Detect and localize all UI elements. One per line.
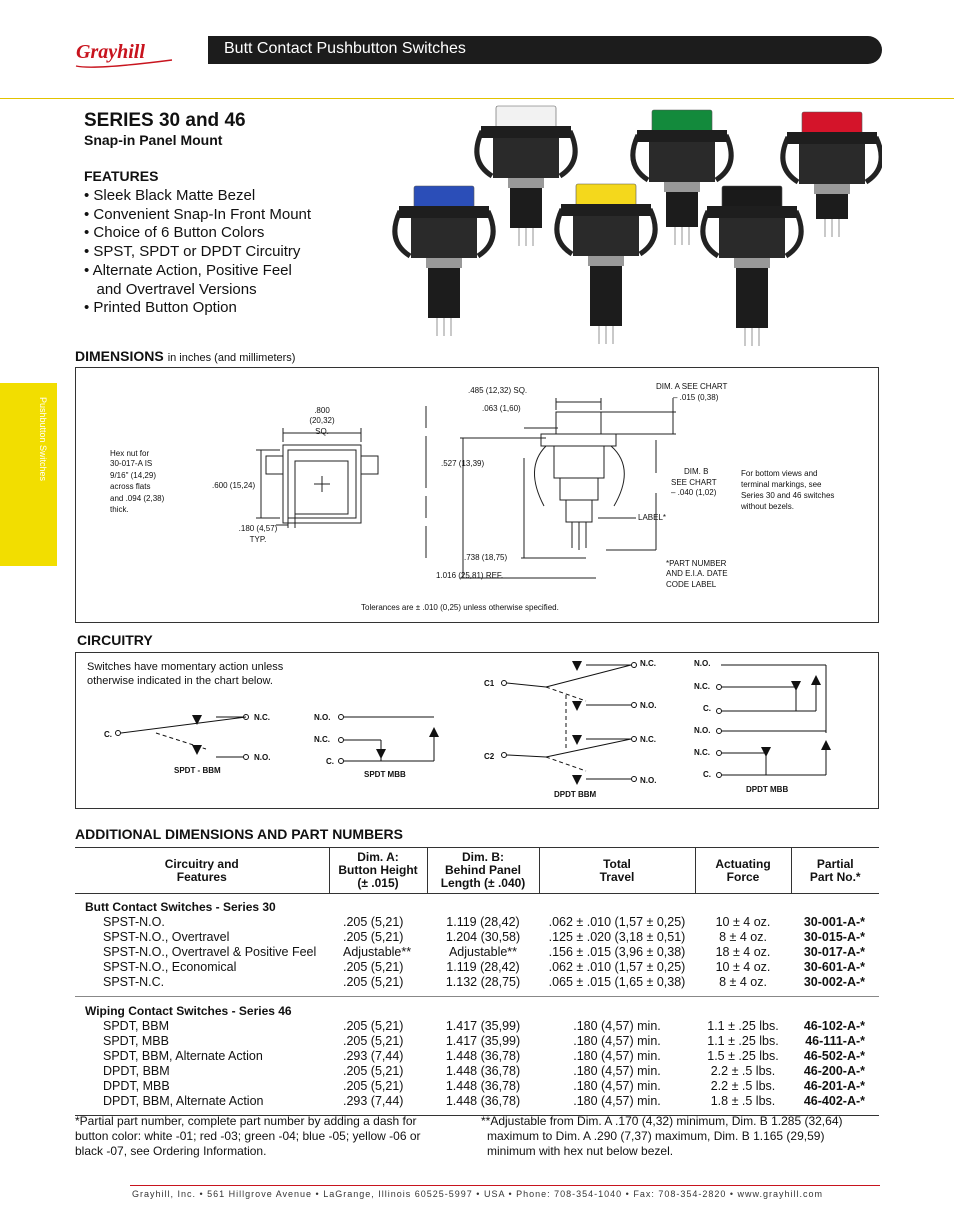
feature-item: and Overtravel Versions: [84, 280, 257, 298]
svg-text:N.O.: N.O.: [254, 753, 271, 762]
svg-text:(20,32): (20,32): [309, 416, 335, 425]
svg-text:1.016 (25,81) REF.: 1.016 (25,81) REF.: [436, 571, 504, 580]
cell-force: 1.1 ± .25 lbs.: [707, 1034, 779, 1048]
cell-part-no: 46-502-A-*: [803, 1049, 865, 1063]
cell-dim-b: 1.119 (28,42): [446, 960, 520, 974]
cell-force: 2.2 ± .5 lbs.: [710, 1064, 776, 1078]
cell-dim-b: 1.204 (30,58): [445, 930, 521, 944]
svg-text:C2: C2: [484, 752, 495, 761]
svg-text:N.O.: N.O.: [640, 776, 657, 785]
svg-text:For bottom views and: For bottom views and: [741, 469, 818, 478]
svg-text:30-017-A IS: 30-017-A IS: [110, 459, 153, 468]
footnote-partial: *Partial part number, complete part number by adding a dash for button color: white -01; red -03; green -04; blue -05; yellow -06 or black -07, see Ordering Information.: [75, 1114, 421, 1158]
circuitry-note: Switches have momentary action unless otherwise indicated in the chart below.: [87, 661, 284, 687]
features-list: [84, 187, 311, 318]
svg-text:C1: C1: [484, 679, 495, 688]
group-title-row: [75, 998, 879, 1019]
col-circuitry: Circuitry and Features: [75, 848, 329, 894]
svg-text:– .015 (0,38): – .015 (0,38): [673, 393, 719, 402]
circuitry-heading: CIRCUITRY: [77, 632, 153, 648]
cell-circuitry: SPST-N.O., Economical: [103, 960, 237, 974]
series-title: SERIES 30 and 46: [84, 110, 246, 131]
cell-dim-b: 1.417 (35,99): [445, 1019, 521, 1033]
cell-circuitry: SPST-N.O., Overtravel: [103, 930, 230, 944]
group-title-row: [75, 894, 879, 916]
cell-circuitry: SPDT, BBM: [103, 1019, 169, 1033]
logo-text: Grayhill: [76, 41, 145, 63]
cell-dim-b: 1.119 (28,42): [446, 915, 520, 929]
parts-table: [75, 847, 879, 1116]
cell-travel: .180 (4,57) min.: [573, 1079, 661, 1093]
table-row: [75, 1019, 879, 1034]
dimension-drawing: [76, 368, 878, 622]
table-header-row: [75, 848, 879, 894]
svg-text:N.C.: N.C.: [694, 748, 710, 757]
header-divider: [0, 98, 954, 99]
table-row: [75, 960, 879, 975]
svg-text:– .040 (1,02): – .040 (1,02): [671, 488, 717, 497]
dimensions-box: [75, 367, 879, 623]
cell-part-no: 30-015-A-*: [803, 930, 865, 944]
cell-dim-a: .205 (5,21): [343, 1019, 404, 1033]
cell-force: 18 ± 4 oz.: [715, 945, 771, 959]
cell-part-no: 30-017-A-*: [803, 945, 865, 959]
svg-text:DIM. B: DIM. B: [684, 467, 709, 476]
cell-force: 8 ± 4 oz.: [719, 975, 767, 989]
svg-text:N.O.: N.O.: [314, 713, 331, 722]
svg-text:N.C.: N.C.: [254, 713, 270, 722]
footer-address: Grayhill, Inc. • 561 Hillgrove Avenue • LaGrange, Illinois 60525-5997 • USA • Phone: 708-354-1040 • Fax: 708-354-2820 • www.grayhill.com: [132, 1189, 824, 1199]
svg-text:9/16" (14,29): 9/16" (14,29): [110, 471, 156, 480]
svg-text:.600 (15,24): .600 (15,24): [212, 481, 256, 490]
cell-travel: .180 (4,57) min.: [573, 1019, 661, 1033]
side-tab: [0, 383, 57, 566]
cell-circuitry: SPDT, MBB: [103, 1034, 169, 1048]
switch-photo-yellow: [557, 184, 655, 344]
cell-dim-b: Adjustable**: [448, 945, 518, 959]
page-title-bar: [208, 36, 882, 64]
svg-text:C.: C.: [703, 704, 711, 713]
cell-circuitry: DPDT, BBM, Alternate Action: [103, 1094, 264, 1108]
table-row: [75, 1079, 879, 1094]
cell-dim-a: .205 (5,21): [343, 1064, 404, 1078]
svg-text:CODE LABEL: CODE LABEL: [666, 580, 717, 589]
table-row: [75, 975, 879, 990]
switch-photo-green: [633, 110, 731, 245]
cell-travel: .156 ± .015 (3,96 ± 0,38): [548, 945, 686, 959]
tolerance-note: Tolerances are ± .010 (0,25) unless otherwise specified.: [361, 603, 559, 612]
svg-text:N.O.: N.O.: [640, 701, 657, 710]
svg-text:C.: C.: [104, 730, 112, 739]
cell-travel: .180 (4,57) min.: [573, 1049, 661, 1063]
cell-force: 1.8 ± .5 lbs.: [710, 1094, 776, 1108]
table-row: [75, 915, 879, 930]
cell-travel: .180 (4,57) min.: [573, 1094, 661, 1108]
cell-circuitry: SPST-N.O., Overtravel & Positive Feel: [103, 945, 317, 959]
svg-text:.485 (12,32) SQ.: .485 (12,32) SQ.: [468, 386, 528, 395]
cell-part-no: 30-002-A-*: [803, 975, 865, 989]
cell-travel: .180 (4,57) min.: [573, 1034, 661, 1048]
table-row: [75, 1034, 879, 1049]
group-title: Wiping Contact Switches - Series 46: [85, 1004, 292, 1018]
feature-item: • Sleek Black Matte Bezel: [84, 187, 256, 204]
col-travel: Total Travel: [539, 848, 695, 894]
svg-text:without bezels.: without bezels.: [741, 502, 794, 511]
dimensions-heading: DIMENSIONS in inches (and millimeters): [75, 348, 296, 364]
feature-item: • Printed Button Option: [84, 299, 237, 317]
feature-item: • Convenient Snap-In Front Mount: [84, 205, 312, 223]
svg-text:and .094 (2,38): and .094 (2,38): [110, 494, 165, 503]
svg-text:N.C.: N.C.: [640, 735, 656, 744]
cell-circuitry: SPDT, BBM, Alternate Action: [103, 1049, 263, 1063]
cell-travel: .125 ± .020 (3,18 ± 0,51): [548, 930, 686, 944]
features-heading: FEATURES: [84, 168, 159, 184]
svg-text:SEE CHART: SEE CHART: [671, 478, 717, 487]
svg-text:N.O.: N.O.: [694, 659, 711, 668]
cell-dim-a: .293 (7,44): [343, 1049, 404, 1063]
feature-item: • Choice of 6 Button Colors: [84, 224, 265, 242]
svg-text:.180 (4,57): .180 (4,57): [238, 524, 278, 533]
cell-force: 10 ± 4 oz.: [715, 915, 771, 929]
svg-text:SQ.: SQ.: [315, 427, 329, 436]
cell-travel: .062 ± .010 (1,57 ± 0,25): [548, 960, 686, 974]
svg-text:.527 (13,39): .527 (13,39): [441, 459, 485, 468]
page-title: Butt Contact Pushbutton Switches: [224, 40, 466, 57]
feature-item: • Alternate Action, Positive Feel: [84, 261, 292, 279]
switch-photo-blue: [395, 186, 493, 336]
cell-circuitry: SPST-N.C.: [103, 975, 165, 989]
cell-dim-a: .205 (5,21): [343, 960, 404, 974]
table-row: [75, 1094, 879, 1109]
cell-circuitry: DPDT, BBM: [103, 1064, 170, 1078]
cell-travel: .065 ± .015 (1,65 ± 0,38): [548, 975, 686, 989]
cell-dim-a: .205 (5,21): [343, 975, 404, 989]
cell-force: 1.5 ± .25 lbs.: [707, 1049, 779, 1063]
cell-travel: .180 (4,57) min.: [573, 1064, 661, 1078]
svg-text:Hex nut for: Hex nut for: [110, 449, 150, 458]
cell-circuitry: DPDT, MBB: [103, 1079, 170, 1093]
svg-text:TYP.: TYP.: [249, 535, 267, 544]
col-dim-b: Dim. B: Behind Panel Length (± .040): [427, 848, 539, 894]
col-part-no: Partial Part No.*: [791, 848, 879, 894]
parts-heading: ADDITIONAL DIMENSIONS AND PART NUMBERS: [75, 826, 403, 842]
cell-part-no: 46-402-A-*: [803, 1094, 865, 1108]
cell-circuitry: SPST-N.O.: [103, 915, 165, 929]
cell-dim-a: Adjustable**: [343, 945, 412, 959]
cell-dim-a: .205 (5,21): [343, 1079, 404, 1093]
cell-dim-b: 1.417 (35,99): [445, 1034, 521, 1048]
side-tab-label: Pushbutton Switches: [38, 397, 48, 482]
svg-text:SPDT - BBM: SPDT - BBM: [174, 766, 221, 775]
circuit-diagrams: [76, 653, 878, 808]
circuitry-box: [75, 652, 879, 809]
svg-text:across flats: across flats: [110, 482, 151, 491]
cell-dim-b: 1.132 (28,75): [445, 975, 521, 989]
series-subtitle: Snap-in Panel Mount: [84, 132, 223, 148]
svg-text:DIM. A SEE CHART: DIM. A SEE CHART: [656, 382, 728, 391]
cell-dim-a: .205 (5,21): [343, 930, 404, 944]
feature-item: • SPST, SPDT or DPDT Circuitry: [84, 243, 301, 261]
cell-dim-b: 1.448 (36,78): [445, 1094, 521, 1108]
svg-text:C.: C.: [703, 770, 711, 779]
svg-text:LABEL*: LABEL*: [638, 513, 667, 522]
svg-text:N.C.: N.C.: [694, 682, 710, 691]
table-row: [75, 930, 879, 945]
cell-force: 2.2 ± .5 lbs.: [710, 1079, 776, 1093]
svg-text:*PART NUMBER: *PART NUMBER: [666, 559, 727, 568]
svg-text:terminal markings, see: terminal markings, see: [741, 480, 822, 489]
table-row: [75, 945, 879, 960]
svg-text:N.C.: N.C.: [640, 659, 656, 668]
svg-text:N.C.: N.C.: [314, 735, 330, 744]
cell-part-no: 46-200-A-*: [803, 1064, 865, 1078]
cell-part-no: 46-102-A-*: [803, 1019, 865, 1033]
cell-force: 10 ± 4 oz.: [715, 960, 771, 974]
cell-dim-a: .205 (5,21): [343, 1034, 404, 1048]
svg-text:thick.: thick.: [110, 505, 129, 514]
cell-dim-b: 1.448 (36,78): [445, 1049, 521, 1063]
svg-text:AND E.I.A. DATE: AND E.I.A. DATE: [666, 569, 728, 578]
grayhill-logo: [74, 36, 174, 70]
parts-table-body: [75, 894, 879, 1116]
group-title: Butt Contact Switches - Series 30: [85, 900, 276, 914]
cell-force: 1.1 ± .25 lbs.: [707, 1019, 779, 1033]
cell-part-no: 46-201-A-*: [803, 1079, 865, 1093]
svg-text:.063 (1,60): .063 (1,60): [482, 404, 521, 413]
cell-travel: .062 ± .010 (1,57 ± 0,25): [548, 915, 686, 929]
svg-text:C.: C.: [326, 757, 334, 766]
svg-text:Series 30 and 46 switches: Series 30 and 46 switches: [741, 491, 835, 500]
cell-dim-a: .293 (7,44): [343, 1094, 404, 1108]
cell-dim-a: .205 (5,21): [343, 915, 404, 929]
cell-dim-b: 1.448 (36,78): [445, 1079, 521, 1093]
svg-text:DPDT MBB: DPDT MBB: [746, 785, 789, 794]
cell-dim-b: 1.448 (36,78): [445, 1064, 521, 1078]
svg-text:.800: .800: [314, 406, 330, 415]
cell-part-no: 30-001-A-*: [803, 915, 865, 929]
switch-photo-black: [703, 186, 801, 346]
col-dim-a: Dim. A: Button Height (± .015): [329, 848, 427, 894]
table-row: [75, 1064, 879, 1079]
footer-divider: [130, 1185, 880, 1186]
svg-text:SPDT MBB: SPDT MBB: [364, 770, 406, 779]
cell-part-no: 46-111-A-*: [805, 1034, 865, 1048]
svg-text:N.O.: N.O.: [694, 726, 711, 735]
col-force: Actuating Force: [695, 848, 791, 894]
svg-text:.738 (18,75): .738 (18,75): [464, 553, 508, 562]
product-photos: [392, 104, 882, 349]
footnote-adjustable: **Adjustable from Dim. A .170 (4,32) minimum, Dim. B 1.285 (32,64) maximum to Dim. A .290 (7,37) maximum, Dim. B 1.165 (29,59) minimum with hex nut below bezel.: [481, 1114, 843, 1158]
svg-text:DPDT BBM: DPDT BBM: [554, 790, 597, 799]
cell-force: 8 ± 4 oz.: [719, 930, 767, 944]
table-row: [75, 1049, 879, 1064]
cell-part-no: 30-601-A-*: [803, 960, 865, 974]
